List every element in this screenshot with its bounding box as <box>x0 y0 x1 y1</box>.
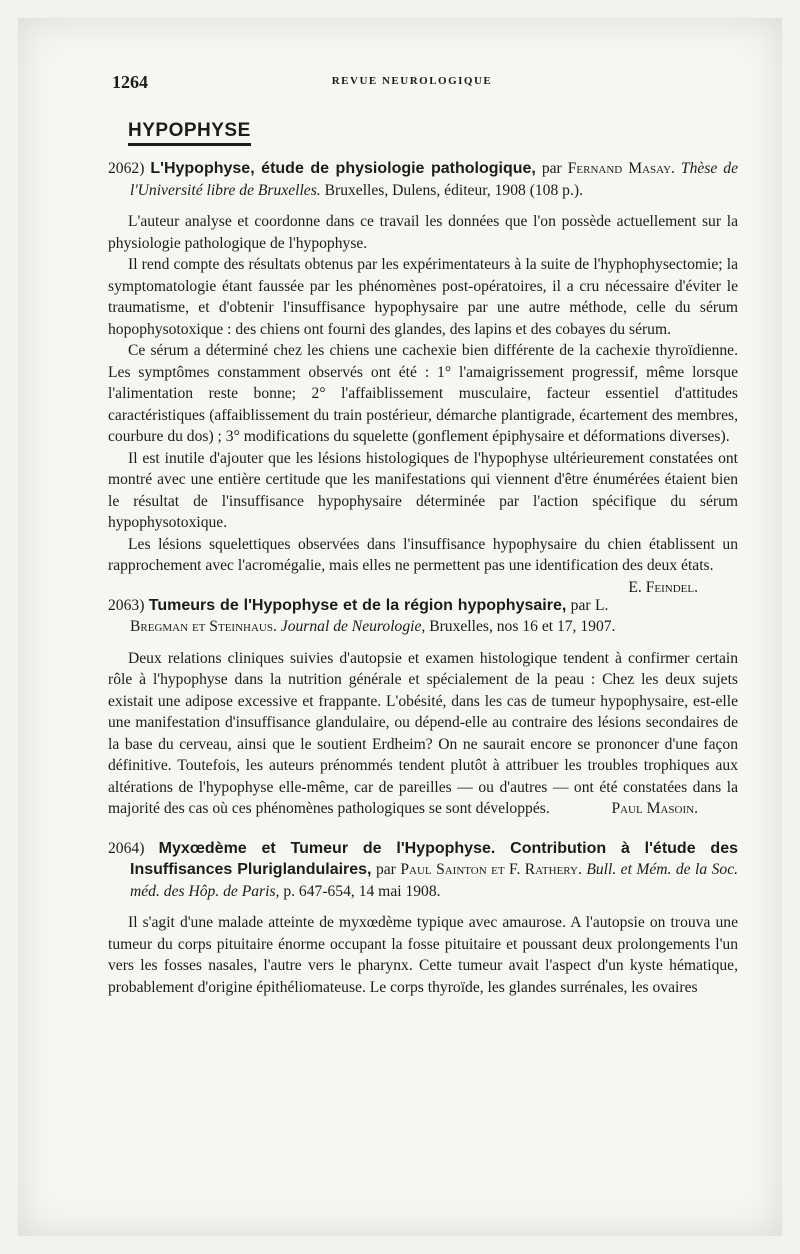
paragraph <box>108 648 738 820</box>
entry-author: Paul Sainton et F. Rathery. <box>400 861 582 878</box>
paragraph-text: Les lésions squelettiques observées dans l'insuffisance hypophysaire du chien établissent un rapprochement avec l'acromégalie, mais elles ne permettent pas une identification des deux états. <box>108 535 738 574</box>
entry-title: Tumeurs de l'Hypophyse et de la région hypophysaire, <box>148 596 567 614</box>
paragraph <box>108 534 738 596</box>
paragraph: L'auteur analyse et coordonne dans ce travail les données que l'on possède actuellement sur la physiologie pathologique de l'hypophyse. <box>108 213 738 252</box>
paragraph: Ce sérum a déterminé chez les chiens une cachexie bien différente de la cachexie thyroïdienne. Les symptômes constamment observés ont été : 1° l'amaigrissement progressif, même lorsque l'alimentation reste bonne; 2° l'affaiblissement musculaire, facteur essentiel d'attitudes caractéristiques (affaiblissement du train postérieur, démarche plantigrade, écartement des membres, courbure du dos) ; 3° modifications du squelette (gonflement épiphysaire et déformations diverses). <box>108 342 738 445</box>
entry-number: 2062) <box>108 160 145 177</box>
entry-source: Journal de Neurologie, <box>280 618 426 635</box>
journal-title: REVUE NEUROLOGIQUE <box>331 75 493 87</box>
signature: E. Feindel. <box>628 578 698 596</box>
entry-number: 2064) <box>108 839 145 857</box>
entry-title: Myxœdème et Tumeur de l'Hypophyse. Contribution à l'étude des Insuffisances Pluriglandulaires, <box>130 839 738 878</box>
paragraph-text: Deux relations cliniques suivies d'autopsie et examen histologique tendent à confirmer certain rôle à l'hypophyse dans la nutrition générale et spécialement de la peau : Chez les deux sujets existait une adipose excessive et frappante. L'obésité, dans les cas de tumeur hypophysaire, est-elle une manifestation d'insuffisance glandulaire, ou dépend-elle au contraire des lésions secondaires de la base du cerveau, ainsi que le soutient Erdheim? On ne saurait encore se prononcer d'une façon définitive. Toutefois, les auteurs prénommés tendent plutôt à attribuer les troubles trophiques aux altérations de l'hypophyse elle-même, car de pareilles — ou d'autres — ont été constatées dans la majorité des cas où ces phénomènes pathologiques se sont développés. <box>108 649 738 817</box>
section-title: HYPOPHYSE <box>128 120 251 146</box>
entry-source-details: p. 647-654, 14 mai 1908. <box>283 882 441 900</box>
entry-by: par <box>375 861 396 878</box>
entry-source: Bull. et Mém. de la Soc. méd. des Hôp. de Paris, <box>130 861 739 900</box>
entry-by: par <box>570 596 591 614</box>
entry-source-details: Bruxelles, Dulens, éditeur, 1908 (108 p.). <box>324 181 583 199</box>
article-body <box>108 158 738 998</box>
entry-author: Fernand Masay. <box>567 160 675 177</box>
entry-source-details: Bruxelles, nos 16 et 17, 1907. <box>429 618 616 635</box>
page-number: 1264 <box>112 72 148 92</box>
entry-heading <box>108 158 738 201</box>
paragraph: Il est inutile d'ajouter que les lésions histologiques de l'hypophyse ultérieurement constatées ont montré avec une entière certitude que les manifestations qui viennent d'être énumérées étaient bien le résultat de l'insuffisance hypophysaire déterminée par l'action spécifique du sérum hypophysotoxique. <box>108 449 738 531</box>
running-head <box>112 72 712 92</box>
entry-title: L'Hypophyse, étude de physiologie pathologique, <box>150 160 536 177</box>
entry-number: 2063) <box>108 596 145 614</box>
entry-heading <box>108 838 738 903</box>
entry-by: par <box>541 160 562 177</box>
signature: Paul Masoin. <box>611 800 698 817</box>
entry-heading <box>108 595 738 638</box>
entry-source: Thèse de l'Université libre de Bruxelles. <box>130 160 738 199</box>
paragraph: Il s'agit d'une malade atteinte de myxœdème typique avec amaurose. A l'autopsie on trouva une tumeur du corps pituitaire énorme occupant la fosse pituitaire et poussant deux prolongements l'un vers les fosses nasales, l'autre vers le pharynx. Cette tumeur avait l'aspect d'un kyste hématique, probablement d'origine épithéliomateuse. Le corps thyroïde, les glandes surrénales, les ovaires <box>108 914 738 996</box>
paragraph: Il rend compte des résultats obtenus par les expérimentateurs à la suite de l'hyphophysectomie; la symptomatologie étant faussée par les phénomènes post-opératoires, il a cru nécessaire d'éviter le traumatisme, et d'obtenir l'insuffisance hypophysaire par une autre méthode, celle du sérum hopophysotoxique : des chiens ont fourni des glandes, des lapins et des cobayes du sérum. <box>108 256 738 338</box>
entry-author: L. Bregman et Steinhaus. <box>130 596 609 635</box>
